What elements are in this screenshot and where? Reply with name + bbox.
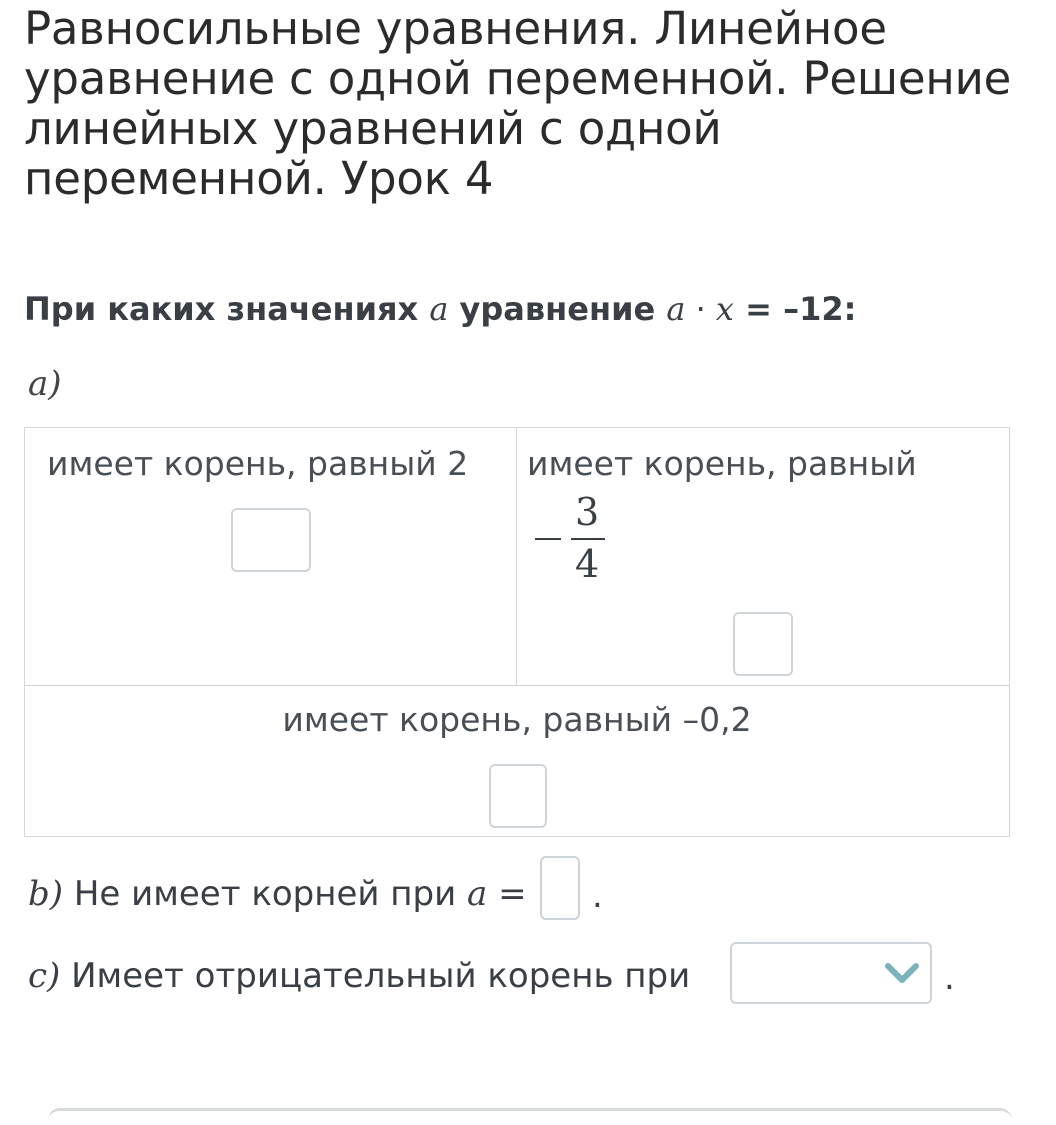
drop-cell-root-minus-0-2 (25, 686, 1009, 836)
part-a-label: a) (28, 364, 62, 404)
question-middle: уравнение (448, 290, 667, 328)
drop-target-grid (24, 427, 1010, 837)
fraction-minus-sign (535, 538, 561, 540)
answer-drop-box[interactable] (733, 612, 793, 676)
variable-a: a (429, 290, 449, 328)
chevron-down-icon (884, 960, 920, 986)
part-c-text: Имеет отрицательный корень при (60, 956, 691, 996)
drop-cell-root-minus-3-4 (517, 428, 1009, 686)
question-prefix: При каких значениях (24, 290, 430, 328)
part-b-answer-input[interactable] (540, 856, 580, 920)
question-suffix: = –12: (733, 290, 857, 328)
answer-drop-box[interactable] (489, 764, 547, 828)
multiply-dot: · (685, 290, 716, 328)
cell-label: имеет корень, равный (527, 444, 917, 483)
question-text (24, 290, 856, 328)
fraction-numerator: 3 (575, 490, 600, 534)
part-b-label: b) (28, 874, 64, 914)
cell-label: имеет корень, равный 2 (47, 444, 469, 483)
part-c-line (28, 956, 690, 996)
variable-a: a (666, 290, 686, 328)
bottom-panel-edge (48, 1108, 1012, 1125)
period: . (592, 876, 603, 916)
variable-a: a (467, 874, 488, 914)
drop-cell-root-2 (25, 428, 517, 686)
part-b-line (28, 874, 527, 914)
fraction-bar (571, 538, 605, 540)
page-title: Равносильные уравнения. Линейное уравнение с одной переменной. Решение линейных уравнений с одной переменной. Урок 4 (24, 2, 1012, 205)
part-b-text: Не имеет корней при (63, 874, 468, 914)
cell-label: имеет корень, равный –0,2 (282, 700, 752, 739)
answer-drop-box[interactable] (231, 508, 311, 572)
part-c-label: c) (28, 956, 61, 996)
variable-x: x (715, 290, 734, 328)
fraction-minus-three-quarters (535, 490, 615, 596)
part-c-select[interactable] (730, 942, 932, 1004)
period: . (944, 958, 955, 998)
equals-sign: = (487, 874, 527, 914)
fraction-denominator: 4 (575, 542, 600, 586)
